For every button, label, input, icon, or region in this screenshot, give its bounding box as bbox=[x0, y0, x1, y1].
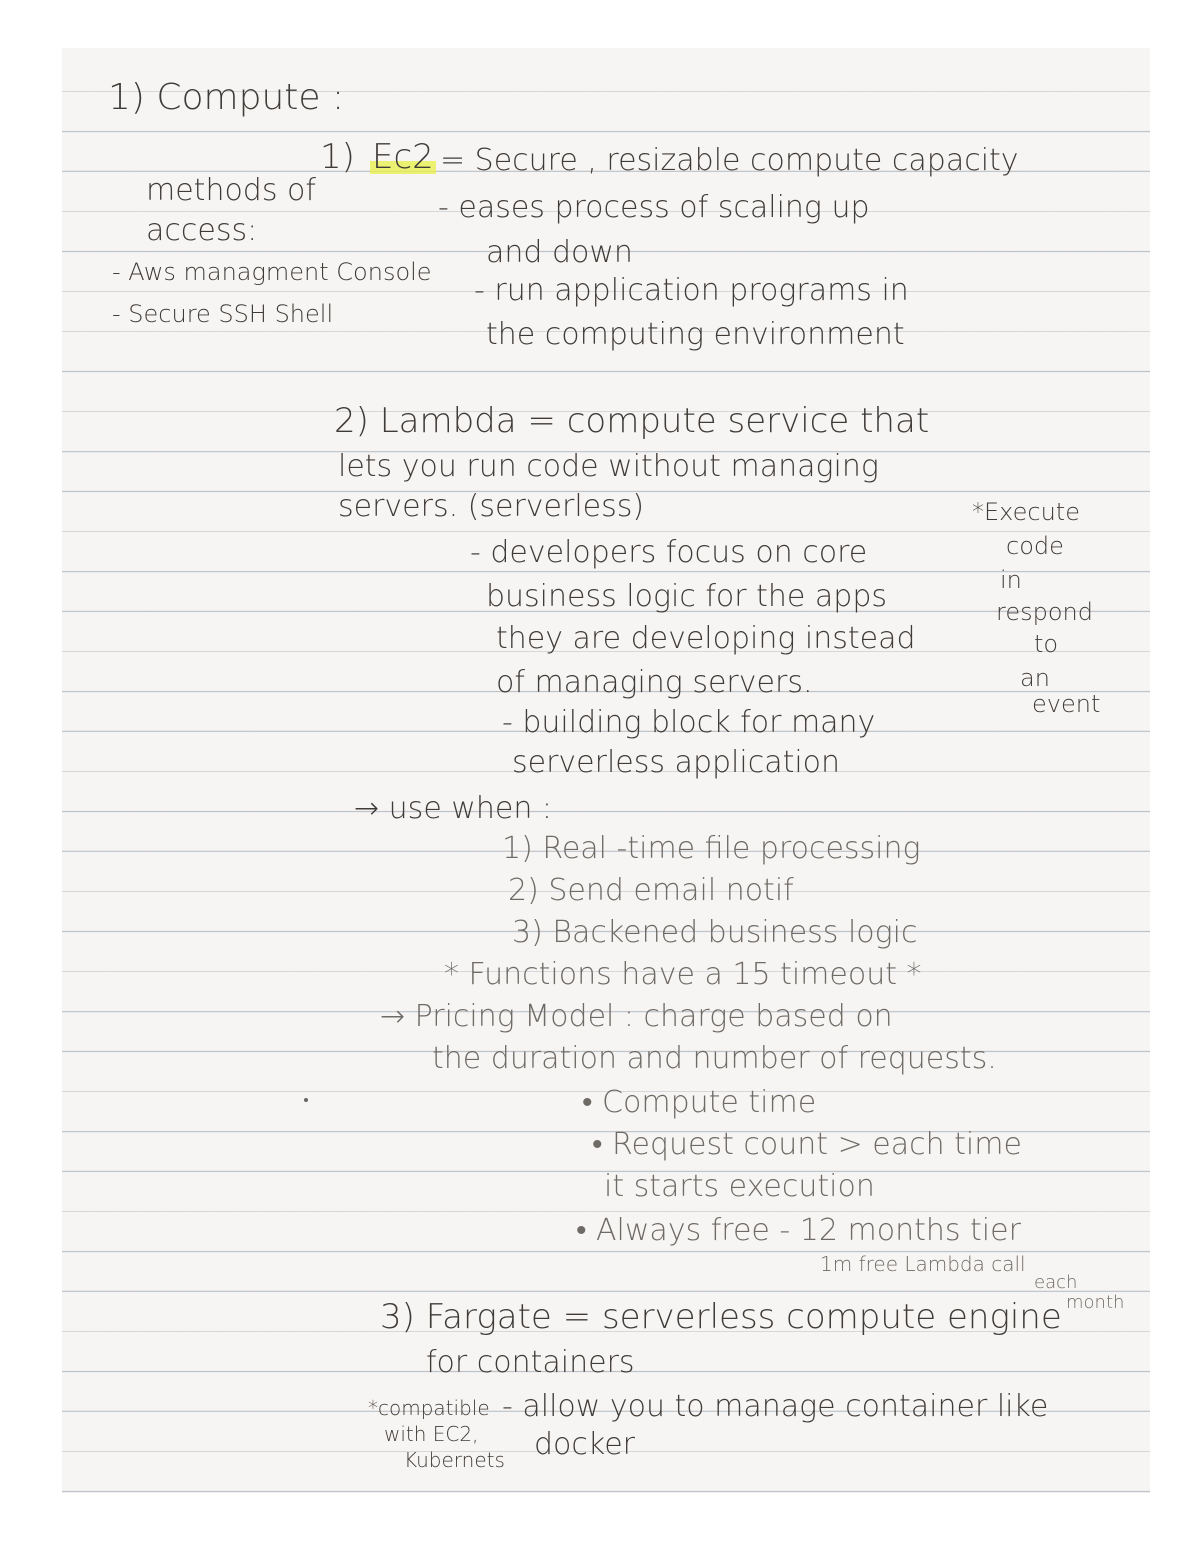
lambda-bullet-focus: - developers focus on core bbox=[470, 535, 868, 570]
timeout-note: * Functions have a 15 timeout * bbox=[444, 957, 922, 992]
lambda-bullet-focus-4: of managing servers. bbox=[496, 665, 813, 700]
pricing-item: it starts execution bbox=[604, 1169, 875, 1204]
ec2-bullet-run: - run application programs in bbox=[474, 273, 909, 308]
ec2-bullet-scaling: - eases process of scaling up bbox=[438, 190, 870, 225]
ec2-number: 1) bbox=[320, 137, 355, 177]
side-note-line: code bbox=[1006, 532, 1064, 560]
free-tier-note-cont: month bbox=[1066, 1292, 1125, 1313]
compatibility-note-cont: with EC2, bbox=[384, 1422, 479, 1446]
pricing-heading: → Pricing Model : charge based on bbox=[380, 999, 893, 1034]
access-item-ssh: - Secure SSH Shell bbox=[112, 300, 334, 328]
ec2-definition: = Secure , resizable compute capacity bbox=[440, 143, 1019, 178]
pricing-item: • Always free - 12 months tier bbox=[576, 1213, 1021, 1248]
side-note-line: *Execute bbox=[972, 498, 1080, 526]
access-item-console: - Aws managment Console bbox=[112, 258, 432, 286]
pricing-item: • Compute time bbox=[582, 1085, 817, 1120]
compatibility-note-cont: Kubernets bbox=[404, 1448, 505, 1472]
fargate-definition: 3) Fargate = serverless compute engine bbox=[380, 1297, 1062, 1337]
lambda-bullet-focus-3: they are developing instead bbox=[496, 621, 916, 656]
lambda-bullet-focus-2: business logic for the apps bbox=[486, 579, 888, 614]
use-case-item: 1) Real -time file processing bbox=[502, 831, 921, 866]
lambda-serverless: servers. (serverless) bbox=[338, 489, 645, 524]
fargate-definition-cont: for containers bbox=[426, 1345, 635, 1380]
lambda-definition-cont: lets you run code without managing bbox=[338, 449, 879, 484]
use-case-item: 2) Send email notif bbox=[508, 873, 794, 908]
fargate-bullet: - allow you to manage container like bbox=[502, 1389, 1049, 1424]
fargate-bullet-cont: docker bbox=[534, 1427, 635, 1462]
lambda-definition: 2) Lambda = compute service that bbox=[334, 401, 930, 441]
side-note-line: event bbox=[1032, 690, 1101, 718]
lambda-bullet-building: - building block for many bbox=[502, 705, 876, 740]
section-heading: 1) Compute : bbox=[108, 77, 345, 118]
access-title: methods of bbox=[146, 173, 316, 208]
ec2-bullet-scaling-cont: and down bbox=[486, 235, 633, 270]
pricing-item: • Request count > each time bbox=[592, 1127, 1022, 1162]
use-when-heading: → use when : bbox=[354, 791, 552, 826]
lambda-bullet-building-cont: serverless application bbox=[512, 745, 841, 780]
side-note-line: an bbox=[1020, 664, 1050, 692]
stray-ink-dot bbox=[304, 1098, 308, 1102]
free-tier-note-cont: each bbox=[1034, 1272, 1078, 1293]
side-note-line: to bbox=[1034, 630, 1059, 658]
access-title-cont: access: bbox=[146, 213, 258, 248]
use-case-item: 3) Backened business logic bbox=[512, 915, 918, 950]
side-note-line: in bbox=[1000, 566, 1022, 594]
pricing-description: the duration and number of requests. bbox=[432, 1041, 997, 1076]
free-tier-note: 1m free Lambda call bbox=[820, 1252, 1026, 1276]
ec2-term: Ec2 bbox=[372, 137, 434, 177]
lined-notebook-page bbox=[62, 48, 1150, 1493]
side-note-line: respond bbox=[996, 598, 1093, 626]
ec2-bullet-run-cont: the computing environment bbox=[486, 317, 905, 352]
compatibility-note: *compatible bbox=[368, 1396, 490, 1420]
